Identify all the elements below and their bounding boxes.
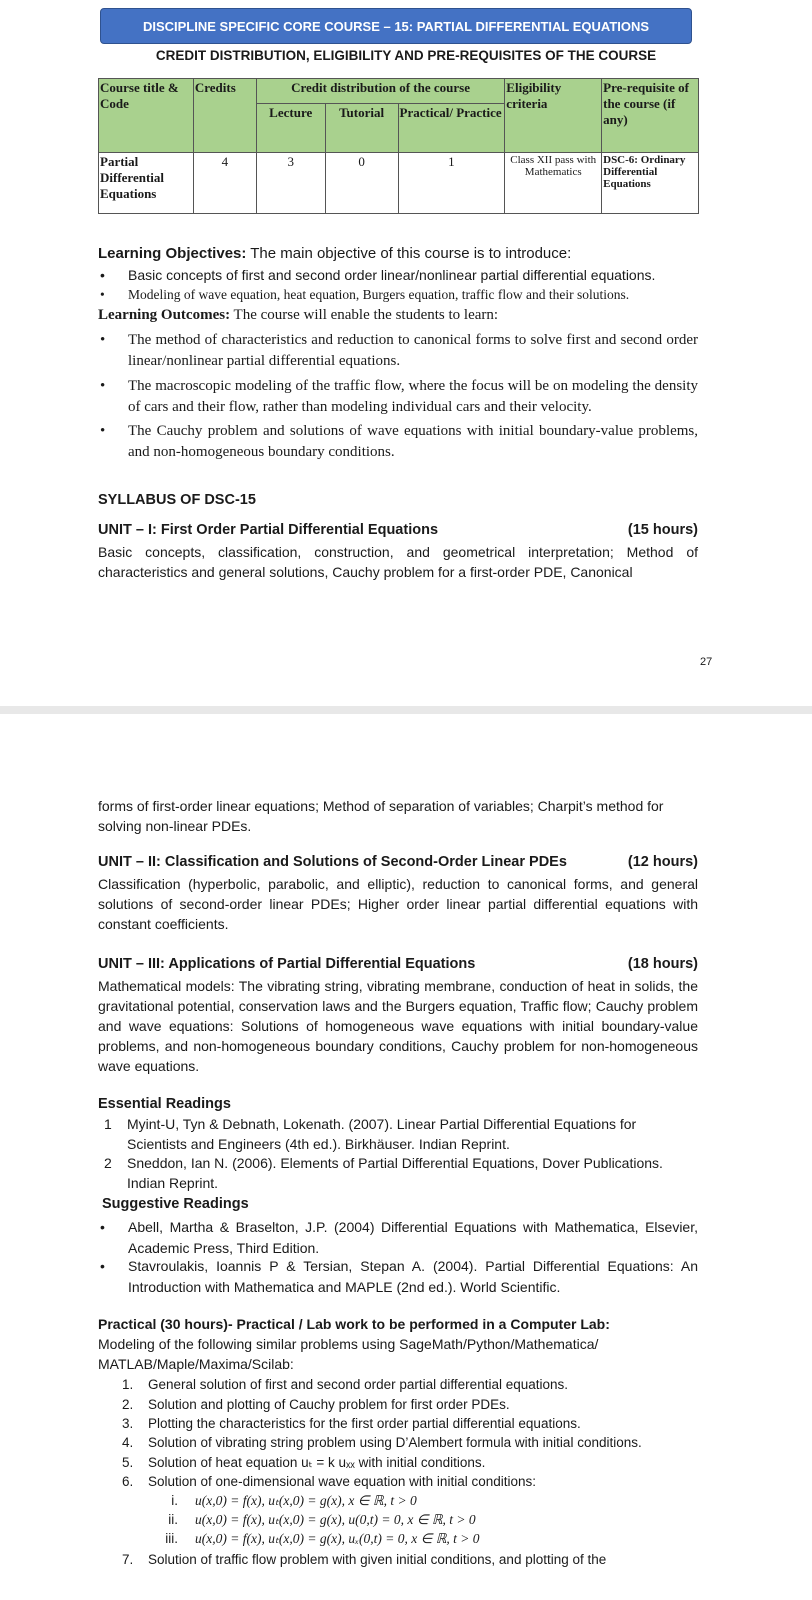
practical-item-6: Solution of one-dimensional wave equation with initial conditions: — [148, 1474, 536, 1489]
list-item — [122, 1433, 702, 1453]
unit2-title: UNIT – II: Classification and Solutions of Second-Order Linear PDEs — [98, 854, 567, 870]
objective-2: Modeling of wave equation, heat equation, Burgers equation, traffic flow and their solutions. — [128, 287, 630, 302]
header-credit-distribution: Credit distribution of the course — [256, 79, 505, 104]
unit1-heading — [98, 522, 698, 538]
list-item — [122, 1414, 702, 1434]
practical-number: 4. — [122, 1435, 134, 1450]
page-number: 27 — [700, 656, 713, 668]
page-separator — [0, 706, 812, 714]
wave-condition-3: u(x,0) = f(x), uₜ(x,0) = g(x), uₓ(0,t) = 0, x ∈ ℝ, t > 0 — [195, 1531, 480, 1546]
cell-practical: 1 — [398, 153, 505, 214]
list-item — [160, 1510, 700, 1530]
learning-outcomes-label: Learning Outcomes: — [98, 307, 231, 323]
suggestive-readings-title: Suggestive Readings — [102, 1196, 249, 1212]
list-item — [160, 1529, 700, 1549]
practical-item-2: Solution and plotting of Cauchy problem for first order PDEs. — [148, 1397, 510, 1412]
list-item — [122, 1395, 702, 1415]
list-item — [122, 1550, 702, 1570]
objective-1: Basic concepts of first and second order linear/nonlinear partial differential equations. — [128, 267, 656, 283]
learning-outcomes-text: The course will enable the students to learn: — [230, 307, 499, 323]
syllabus-title: SYLLABUS OF DSC-15 — [98, 492, 256, 508]
learning-objectives-label: Learning Objectives: — [98, 245, 247, 262]
list-item — [122, 1453, 702, 1473]
practical-number: 2. — [122, 1397, 134, 1412]
list-item — [122, 1375, 702, 1395]
essential-reading-2: Sneddon, Ian N. (2006). Elements of Partial Differential Equations, Dover Publications. Indian Reprint. — [127, 1155, 663, 1191]
unit2-text: Classification (hyperbolic, parabolic, and elliptic), reduction to canonical forms, and general solutions of second-order linear PDEs; Higher order linear partial differential equations with constant coefficients. — [98, 876, 698, 932]
practical-number: 6. — [122, 1474, 134, 1489]
learning-objectives-text: The main objective of this course is to introduce: — [246, 245, 572, 262]
practical-number: 7. — [122, 1552, 134, 1567]
outcome-3: The Cauchy problem and solutions of wave equations with initial boundary-value problems, and non-homogeneous boundary conditions. — [128, 423, 698, 460]
unit1-title: UNIT – I: First Order Partial Differential Equations — [98, 522, 439, 538]
practical-intro: Modeling of the following similar problems using SageMath/Python/Mathematica/ MATLAB/Maple/Maxima/Scilab: — [98, 1336, 599, 1372]
unit3-heading — [98, 956, 698, 972]
outcome-1: The method of characteristics and reduction to canonical forms to solve first and second order linear/nonlinear partial differential equations. — [128, 332, 698, 369]
unit1-hours: (15 hours) — [627, 522, 698, 538]
list-item — [98, 1154, 698, 1193]
header-credits: Credits — [193, 79, 256, 153]
practical-item-4: Solution of vibrating string problem using D’Alembert formula with initial conditions. — [148, 1435, 642, 1450]
list-item: • The method of characteristics and reduction to canonical forms to solve first and second order linear/nonlinear partial differential equations. — [98, 330, 698, 371]
list-item: • Basic concepts of first and second order linear/nonlinear partial differential equations. — [98, 265, 698, 286]
cell-prerequisite: DSC-6: Ordinary Differential Equations — [602, 153, 699, 214]
practical-number: 1. — [122, 1377, 134, 1392]
practical-item-7: Solution of traffic flow problem with given initial conditions, and plotting of the — [148, 1552, 607, 1567]
unit2-heading — [98, 854, 698, 870]
unit1-text-part2: forms of first-order linear equations; Method of separation of variables; Charpit’s method for solving non-linear PDEs. — [98, 798, 664, 834]
unit1-text-part1: Basic concepts, classification, construction, and geometrical interpretation; Method of characteristics and general solutions, Cauchy problem for a first-order PDE, Canonical — [98, 544, 698, 580]
unit3-hours: (18 hours) — [627, 956, 698, 972]
learning-outcomes-intro — [98, 305, 698, 325]
subitem-number: ii. — [168, 1512, 178, 1527]
cell-lecture: 3 — [256, 153, 325, 214]
list-item: • The Cauchy problem and solutions of wave equations with initial boundary-value problems, and non-homogeneous boundary conditions. — [98, 421, 698, 462]
unit3-text: Mathematical models: The vibrating string, vibrating membrane, conduction of heat in solids, the gravitational potential, conservation laws and the Burgers equation, Traffic flow; Cauchy problem and wave equations: Solutions of homogeneous wave equations with initial boundary-value problems, and non-homogeneous boundary conditions, Cauchy problem for non-homogeneous wave equations. — [98, 978, 698, 1074]
page-28 — [0, 714, 812, 1600]
practical-item-3: Plotting the characteristics for the first order partial differential equations. — [148, 1416, 581, 1431]
practical-item-5: Solution of heat equation uₜ = k uₓₓ with initial conditions. — [148, 1455, 486, 1470]
wave-condition-1: u(x,0) = f(x), uₜ(x,0) = g(x), x ∈ ℝ, t > 0 — [195, 1493, 417, 1508]
header-course-title: Course title & Code — [99, 79, 194, 153]
list-item: • Abell, Martha & Braselton, J.P. (2004) Differential Equations with Mathematica, Elsevier, Academic Press, Third Edition. — [98, 1217, 698, 1258]
suggestive-reading-2: Stavroulakis, Ioannis P & Tersian, Stepan A. (2004). Partial Differential Equations: An Introduction with Mathematica and MAPLE (2nd ed.). World Scientific. — [128, 1258, 698, 1295]
header-eligibility: Eligibility criteria — [505, 79, 602, 153]
credit-distribution-heading: CREDIT DISTRIBUTION, ELIGIBILITY AND PRE-REQUISITES OF THE COURSE — [155, 48, 657, 63]
table-row — [99, 153, 699, 214]
header-prerequisite: Pre-requisite of the course (if any) — [602, 79, 699, 153]
list-item — [160, 1491, 700, 1511]
cell-course-title: Partial Differential Equations — [99, 153, 194, 214]
course-banner: DISCIPLINE SPECIFIC CORE COURSE – 15: PARTIAL DIFFERENTIAL EQUATIONS — [100, 8, 692, 44]
unit2-hours: (12 hours) — [627, 854, 698, 870]
table-header-row — [99, 79, 699, 104]
cell-tutorial: 0 — [325, 153, 398, 214]
list-item — [122, 1472, 702, 1492]
reading-number: 2 — [104, 1155, 112, 1171]
subitem-number: i. — [171, 1493, 178, 1508]
unit3-title: UNIT – III: Applications of Partial Differential Equations — [98, 956, 476, 972]
practical-title: Practical (30 hours)- Practical / Lab work to be performed in a Computer Lab: — [98, 1316, 610, 1332]
page-27 — [0, 0, 812, 706]
learning-objectives-intro — [98, 244, 698, 264]
essential-readings-title: Essential Readings — [98, 1096, 231, 1112]
suggestive-reading-1: Abell, Martha & Braselton, J.P. (2004) Differential Equations with Mathematica, Elsevier, Academic Press, Third Edition. — [128, 1219, 698, 1256]
list-item: • Stavroulakis, Ioannis P & Tersian, Stepan A. (2004). Partial Differential Equations: An Introduction with Mathematica and MAPLE (2nd ed.). World Scientific. — [98, 1256, 698, 1297]
essential-reading-1: Myint-U, Tyn & Debnath, Lokenath. (2007). Linear Partial Differential Equations for Scientists and Engineers (4th ed.). Birkhäuser. Indian Reprint. — [127, 1116, 637, 1152]
list-item — [98, 1115, 698, 1154]
practical-number: 5. — [122, 1455, 134, 1470]
header-lecture: Lecture — [256, 104, 325, 153]
credit-table — [98, 78, 699, 214]
list-item: • The macroscopic modeling of the traffic flow, where the focus will be on modeling the density of cars and their flow, rather than modeling individual cars and their velocity. — [98, 376, 698, 417]
list-item: • Modeling of wave equation, heat equation, Burgers equation, traffic flow and their solutions. — [98, 285, 698, 306]
wave-condition-2: u(x,0) = f(x), uₜ(x,0) = g(x), u(0,t) = 0, x ∈ ℝ, t > 0 — [195, 1512, 476, 1527]
outcome-2: The macroscopic modeling of the traffic flow, where the focus will be on modeling the density of cars and their flow, rather than modeling individual cars and their velocity. — [128, 378, 698, 415]
header-practical: Practical/ Practice — [398, 104, 505, 153]
practical-item-1: General solution of first and second order partial differential equations. — [148, 1377, 569, 1392]
subitem-number: iii. — [165, 1531, 178, 1546]
practical-number: 3. — [122, 1416, 134, 1431]
reading-number: 1 — [104, 1116, 112, 1132]
cell-eligibility: Class XII pass with Mathematics — [505, 153, 602, 214]
header-tutorial: Tutorial — [325, 104, 398, 153]
cell-credits: 4 — [193, 153, 256, 214]
